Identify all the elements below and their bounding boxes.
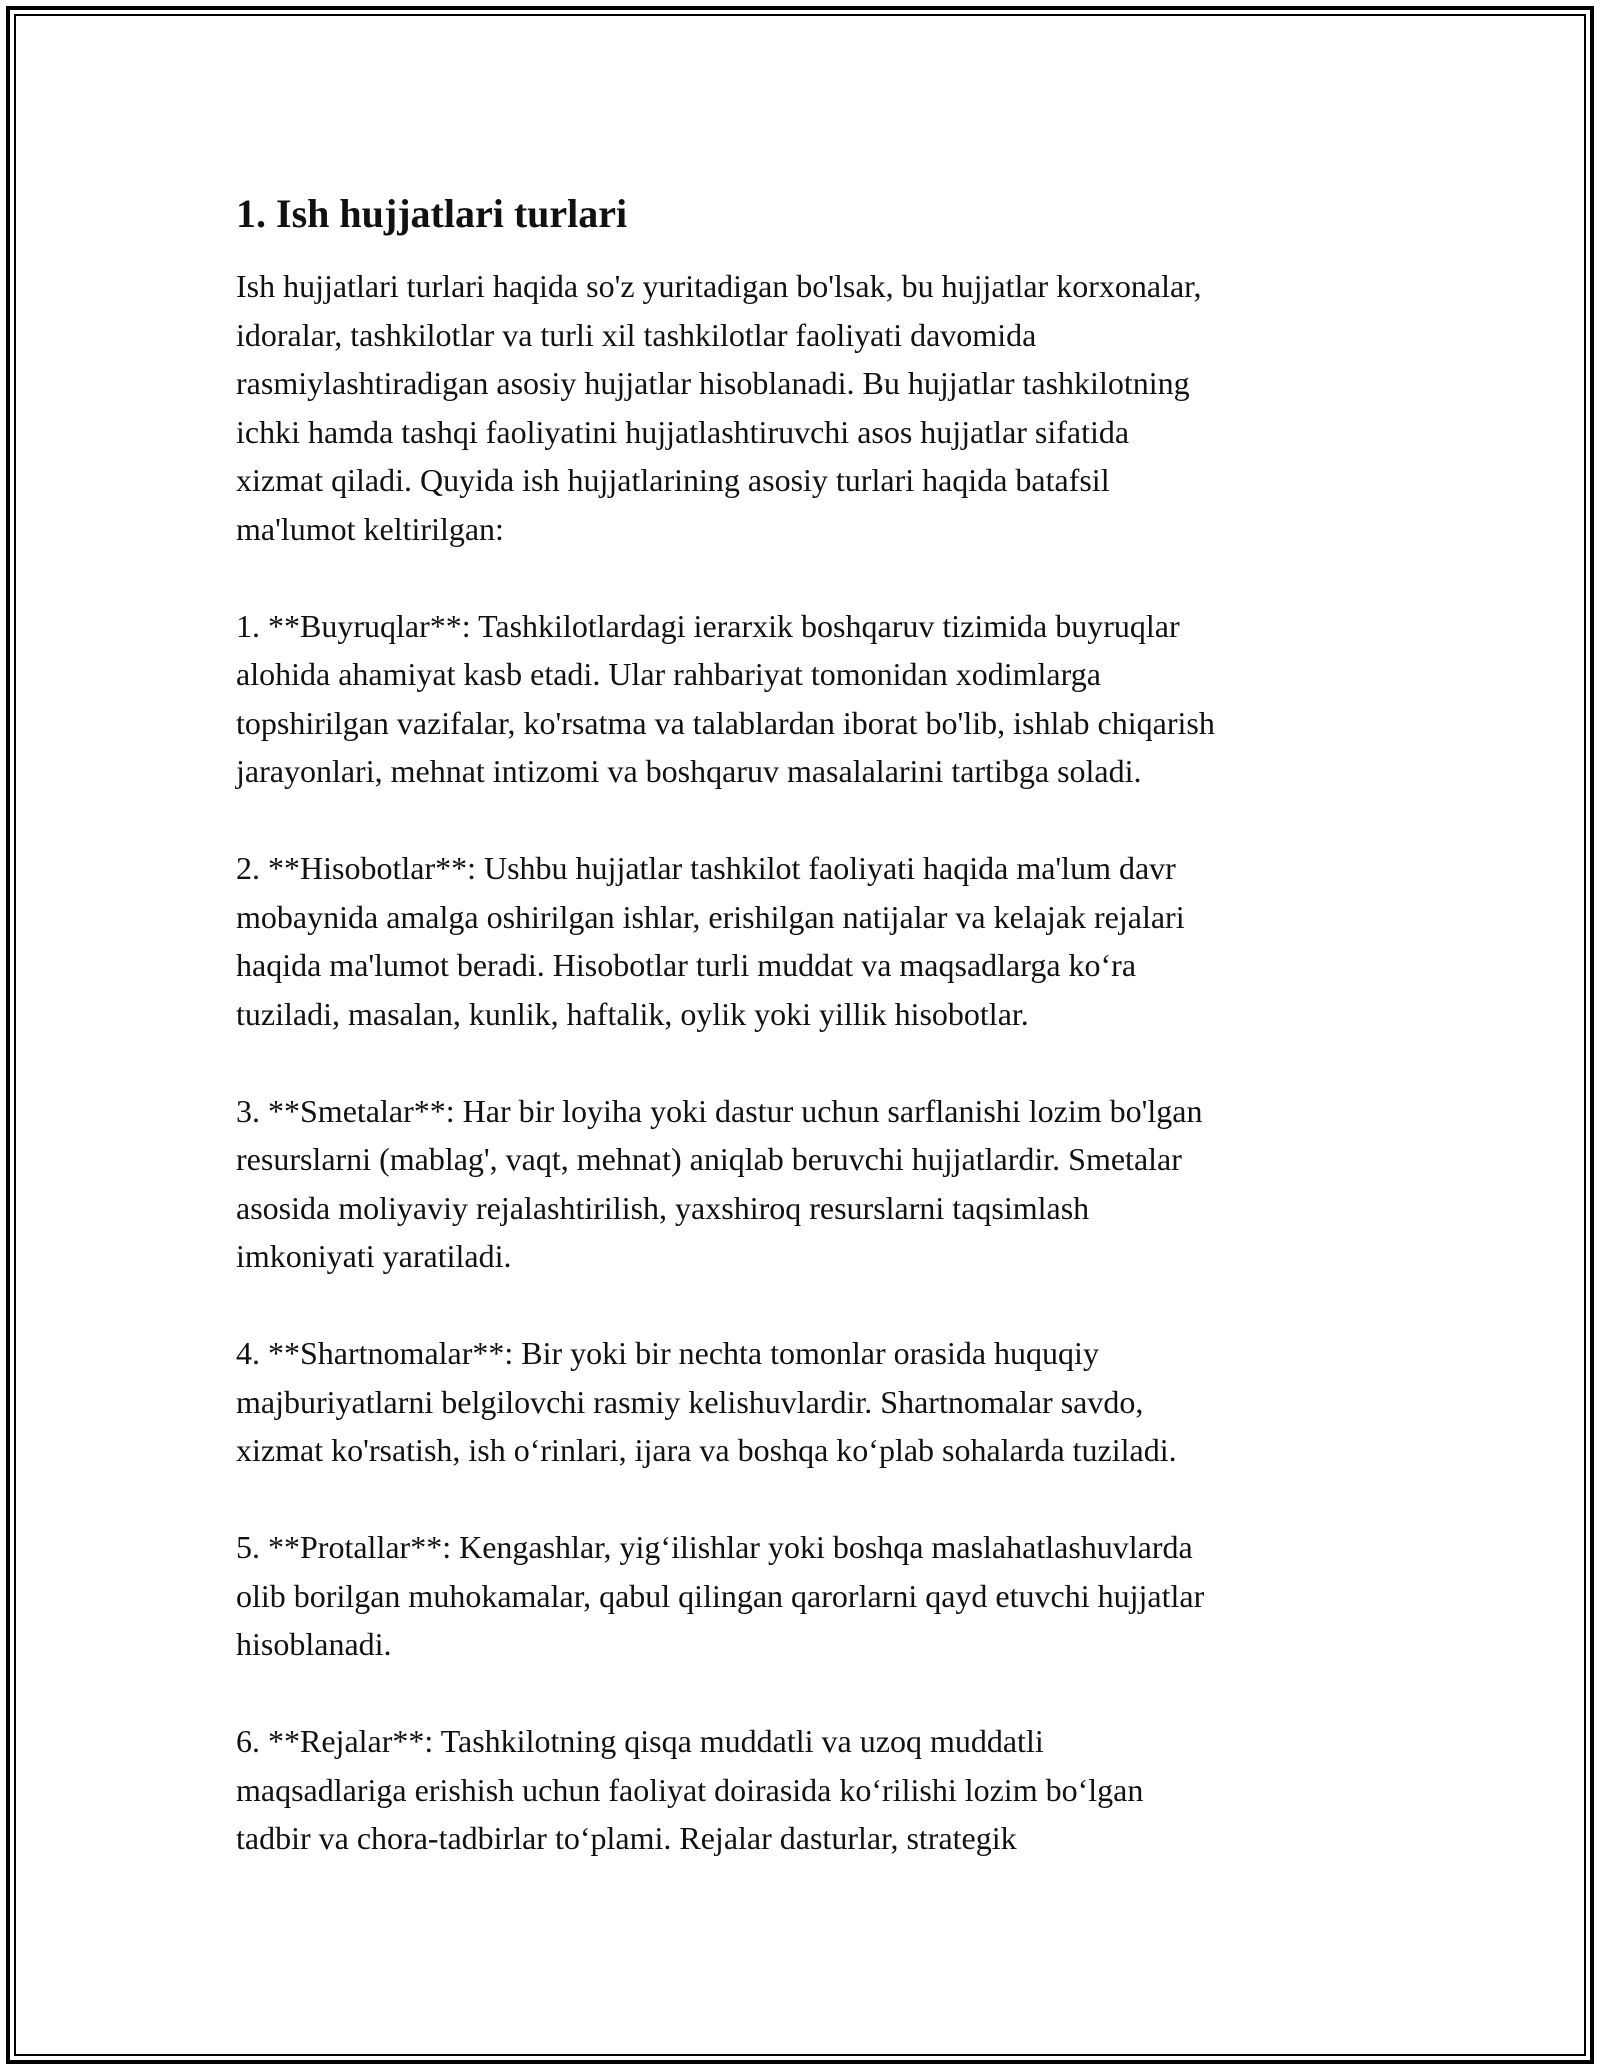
text-line: majburiyatlarni belgilovchi rasmiy kelishuvlardir. Shartnomalar savdo, xyxy=(236,1383,1144,1420)
text-line: topshirilgan vazifalar, ko'rsatma va talablardan iborat bo'lib, ishlab chiqarish xyxy=(236,704,1215,741)
text-line: imkoniyati yaratiladi. xyxy=(236,1238,512,1274)
list-item-buyruqlar xyxy=(236,602,1376,796)
text-line: tuziladi, masalan, kunlik, haftalik, oylik yoki yillik hisobotlar. xyxy=(236,995,1029,1032)
intro-paragraph xyxy=(236,262,1376,553)
text-line: olib borilgan muhokamalar, qabul qilingan qarorlarni qayd etuvchi hujjatlar xyxy=(236,1577,1205,1614)
text-line: 2. **Hisobotlar**: Ushbu hujjatlar tashkilot faoliyati haqida ma'lum davr xyxy=(236,850,1176,886)
text-line: resurslarni (mablag', vaqt, mehnat) aniqlab beruvchi hujjatlardir. Smetalar xyxy=(236,1141,1182,1177)
list-item-hisobotlar xyxy=(236,844,1376,1038)
text-line: 4. **Shartnomalar**: Bir yoki bir nechta tomonlar orasida huquqiy xyxy=(236,1335,1099,1371)
document-body xyxy=(236,186,1376,1911)
document-title: 1. Ish hujjatlari turlari xyxy=(236,191,628,236)
text-line: rasmiylashtiradigan asosiy hujjatlar hisoblanadi. Bu hujjatlar tashkilotning xyxy=(236,365,1190,401)
text-line: Ish hujjatlari turlari haqida so'z yuritadigan bo'lsak, bu hujjatlar korxonalar, xyxy=(236,268,1202,304)
text-line: ma'lumot keltirilgan: xyxy=(236,510,504,547)
text-line: alohida ahamiyat kasb etadi. Ular rahbariyat tomonidan xodimlarga xyxy=(236,656,1101,692)
list-item-shartnomalar xyxy=(236,1329,1376,1475)
text-line: asosida moliyaviy rejalashtirilish, yaxshiroq resurslarni taqsimlash xyxy=(236,1189,1090,1226)
list-item-protallar xyxy=(236,1523,1376,1669)
text-line: tadbir va chora-tadbirlar toʻplami. Rejalar dasturlar, strategik xyxy=(236,1820,1017,1856)
text-line: mobaynida amalga oshirilgan ishlar, erishilgan natijalar va kelajak rejalari xyxy=(236,898,1185,935)
text-line: 5. **Protallar**: Kengashlar, yigʻilishlar yoki boshqa maslahatlashuvlarda xyxy=(236,1529,1193,1565)
text-line: maqsadlariga erishish uchun faoliyat doirasida koʻrilishi lozim boʻlgan xyxy=(236,1771,1144,1808)
text-line: hisoblanadi. xyxy=(236,1626,392,1662)
text-line: 1. **Buyruqlar**: Tashkilotlardagi ierarxik boshqaruv tizimida buyruqlar xyxy=(236,607,1180,644)
text-line: idoralar, tashkilotlar va turli xil tashkilotlar faoliyati davomida xyxy=(236,316,1037,353)
text-line: 6. **Rejalar**: Tashkilotning qisqa muddatli va uzoq muddatli xyxy=(236,1723,1044,1759)
text-line: jarayonlari, mehnat intizomi va boshqaruv masalalarini tartibga soladi. xyxy=(236,753,1142,789)
text-line: haqida ma'lumot beradi. Hisobotlar turli muddat va maqsadlarga koʻra xyxy=(236,947,1137,983)
text-line: 3. **Smetalar**: Har bir loyiha yoki dastur uchun sarflanishi lozim bo'lgan xyxy=(236,1092,1203,1129)
text-line: ichki hamda tashqi faoliyatini hujjatlashtiruvchi asos hujjatlar sifatida xyxy=(236,413,1130,450)
text-line: xizmat ko'rsatish, ish oʻrinlari, ijara va boshqa koʻplab sohalarda tuziladi. xyxy=(236,1432,1177,1468)
text-line: xizmat qiladi. Quyida ish hujjatlarining asosiy turlari haqida batafsil xyxy=(236,462,1110,498)
list-item-smetalar xyxy=(236,1087,1376,1281)
list-item-rejalar xyxy=(236,1717,1376,1863)
